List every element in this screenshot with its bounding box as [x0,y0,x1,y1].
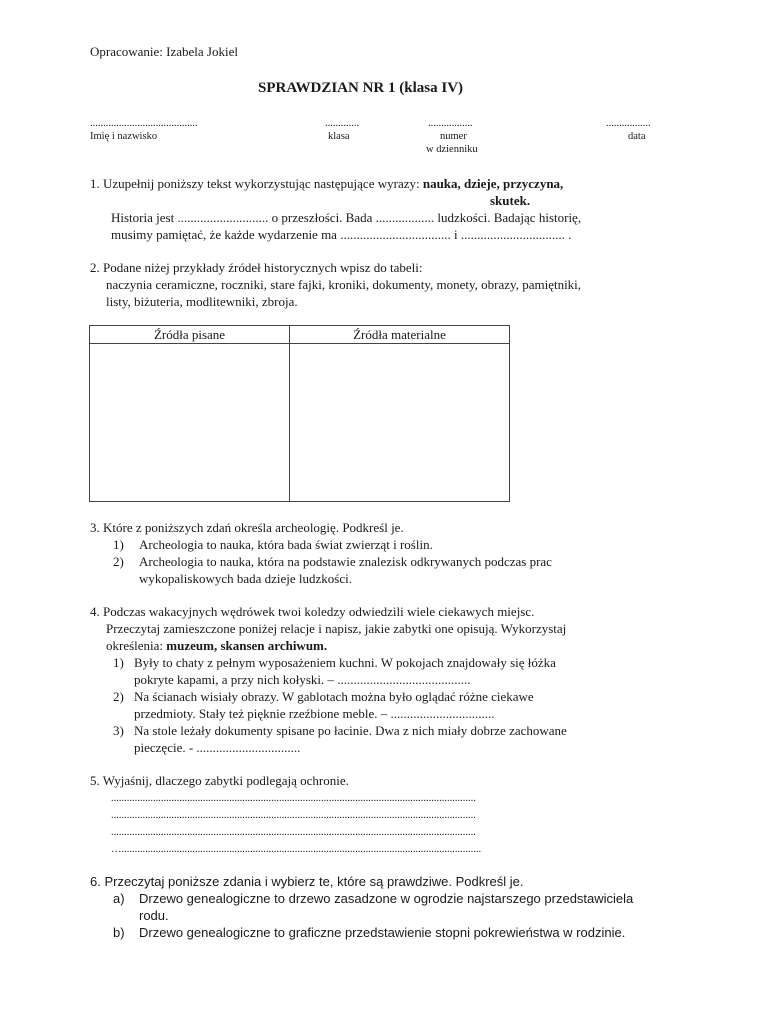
sources-table [89,325,510,502]
q5-answer-line-2[interactable]: ........................................................................................................................................... [111,810,476,821]
q6-item-a[interactable]: Drzewo genealogiczne to drzewo zasadzone w ogrodzie najstarszego przedstawiciela [139,891,634,906]
q6-item-a-num: a) [113,891,125,906]
q3-item-1[interactable]: Archeologia to nauka, która bada świat zwierząt i roślin. [139,537,433,552]
col-header-written: Źródła pisane [90,326,290,344]
q1-prompt-text: 1. Uzupełnij poniższy tekst wykorzystując następujące wyrazy: [90,176,420,191]
q3-item-2-num: 2) [113,554,124,569]
q4-line-3-text: określenia: [106,638,164,653]
q3-item-2[interactable]: Archeologia to nauka, która na podstawie znalezisk odkrywanych podczas prac [139,554,552,569]
q1-prompt [90,175,563,192]
q3-item-1-num: 1) [113,537,124,552]
q6-item-b[interactable]: Drzewo genealogiczne to graficzne przedstawienie stopni pokrewieństwa w rodzinie. [139,925,626,940]
q4-prompt: 4. Podczas wakacyjnych wędrówek twoi koledzy odwiedzili wiele ciekawych miejsc. [90,604,535,619]
q3-prompt: 3. Które z poniższych zdań określa archeologię. Podkreśl je. [90,520,404,535]
q2-list-line-1: naczynia ceramiczne, roczniki, stare fajki, kroniki, dokumenty, monety, obrazy, pamiętniki, [106,277,582,292]
number-field-dots: ................. [428,118,473,129]
q1-line-2: musimy pamiętać, że każde wydarzenie ma .................................. i ................................ . [111,227,572,242]
number-field-label: numer [440,131,467,142]
q4-item-2: Na ścianach wisiały obrazy. W gablotach można było oglądać różne ciekawe [134,689,534,704]
q4-item-1-cont[interactable]: pokryte kapami, a przy nich kołyski. – ......................................... [134,672,471,687]
q4-item-2-cont[interactable]: przedmioty. Stały też pięknie rzeźbione meble. – ................................ [134,706,495,721]
q5-prompt: 5. Wyjaśnij, dlaczego zabytki podlegają ochronie. [90,773,349,788]
class-field-label: klasa [328,131,350,142]
q6-item-a-cont[interactable]: rodu. [139,908,169,923]
q4-item-3-cont[interactable]: pieczęcie. - ................................ [134,740,301,755]
q4-item-3-num: 3) [113,723,124,738]
number-field-label-2: w dzienniku [426,144,478,155]
q5-answer-line-4[interactable]: …......................................................................................................................................... [111,844,482,855]
q4-item-2-num: 2) [113,689,124,704]
q5-answer-line-1[interactable]: ........................................................................................................................................... [111,793,476,804]
q4-item-3: Na stole leżały dokumenty spisane po łacinie. Dwa z nich miały dobrze zachowane [134,723,567,738]
date-field-label: data [628,131,646,142]
q4-line-3 [106,637,327,654]
q1-words: nauka, dzieje, przyczyna, [422,176,564,191]
q5-answer-line-3[interactable]: ........................................................................................................................................... [111,827,476,838]
q3-item-2-cont[interactable]: wykopaliskowych bada dzieje ludzkości. [139,571,352,586]
date-field-dots: ................. [606,118,651,129]
page-title: SPRAWDZIAN NR 1 (klasa IV) [258,80,464,96]
written-sources-cell[interactable] [90,344,290,502]
q6-item-b-num: b) [113,925,125,940]
material-sources-cell[interactable] [290,344,510,502]
q4-item-1: Były to chaty z pełnym wyposażeniem kuchni. W pokojach znajdowały się łóżka [134,655,556,670]
name-field-dots: ......................................... [90,118,198,129]
q2-prompt: 2. Podane niżej przykłady źródeł historycznych wpisz do tabeli: [90,260,423,275]
col-header-material: Źródła materialne [290,326,510,344]
author-line: Opracowanie: Izabela Jokiel [90,44,238,59]
q1-words-2: skutek. [490,193,531,208]
name-field-label: Imię i nazwisko [90,131,158,142]
class-field-dots: ............. [325,118,360,129]
q6-prompt: 6. Przeczytaj poniższe zdania i wybierz te, które są prawdziwe. Podkreśl je. [90,874,524,889]
q1-line-1: Historia jest ............................ o przeszłości. Bada .................. ludzkości. Badając historię, [111,210,582,225]
q4-item-1-num: 1) [113,655,124,670]
q4-line-2: Przeczytaj zamieszczone poniżej relacje i napisz, jakie zabytki one opisują. Wykorzystaj [106,621,567,636]
q4-terms: muzeum, skansen archiwum. [166,638,328,653]
q2-list-line-2: listy, biżuteria, modlitewniki, zbroja. [106,294,298,309]
